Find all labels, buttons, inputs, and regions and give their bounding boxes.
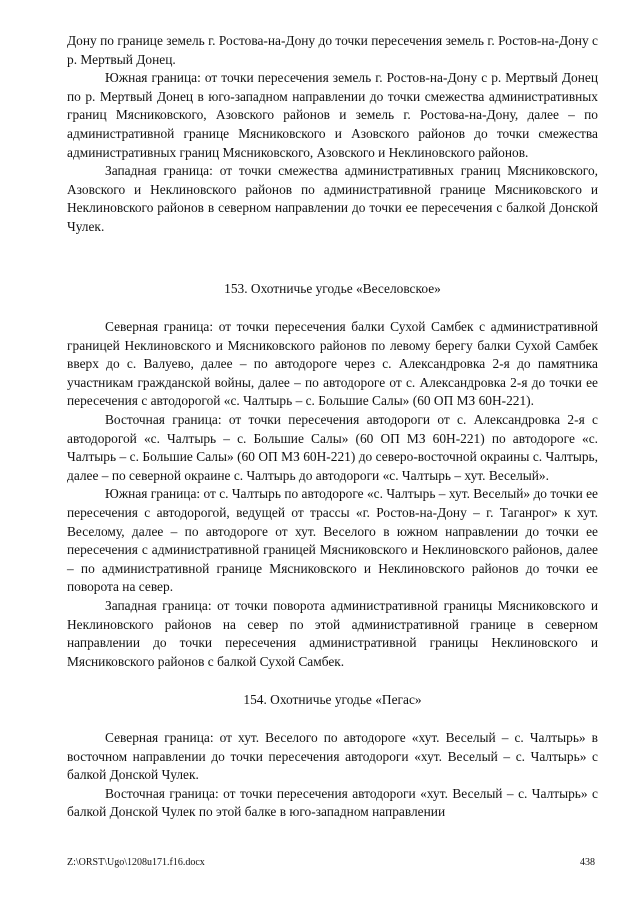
text-block-section-154	[67, 729, 598, 822]
section-heading-154: 154. Охотничье угодье «Пегас»	[243, 692, 422, 707]
text-block-intro	[67, 32, 598, 237]
paragraph-west-boundary: Западная граница: от точки смежества административных границ Мясниковского, Азовского и Неклиновского районов по административной границе Мясниковского и Неклиновского районов в северном направлении до точки ее пересечения с балкой Донской Чулек.	[67, 163, 598, 234]
footer-page-number: 438	[580, 857, 595, 868]
paragraph-west-boundary: Западная граница: от точки поворота административной границы Мясниковского и Неклиновского районов на север по этой административной границе в северном направлении до точки пересечения административной границы Неклиновского и Мясниковского районов с балкой Сухой Самбек.	[67, 597, 598, 669]
paragraph-south-boundary: Южная граница: от точки пересечения земель г. Ростов-на-Дону с р. Мертвый Донец по р. Мертвый Донец в юго-западном направлении до точки смежества административных границ Мясниковского, Азовского районов и земель г. Ростова-на-Дону, далее – по административной границе Мясниковского и Азовского районов до точки смежества административных границ Мясниковского, Азовского и Неклиновского районов.	[67, 70, 598, 160]
text-block-section-153	[67, 318, 598, 671]
paragraph-east-boundary: Восточная граница: от точки пересечения автодороги от с. Александровка 2-я с автодорогой «с. Чалтырь – с. Большие Салы» (60 ОП МЗ 60Н-221) по автодороге «с. Чалтырь – с. Большие Салы» (60 ОП МЗ 60Н-221) до северо-восточной окраины с. Чалтырь, далее – по северной окраине с. Чалтырь до автодороги «с. Чалтырь – хут. Веселый».	[67, 411, 598, 483]
paragraph-south-boundary: Южная граница: от с. Чалтырь по автодороге «с. Чалтырь – хут. Веселый» до точки ее пересечения с автодорогой, ведущей от трассы «г. Ростов-на-Дону – г. Таганрог» к хут. Веселому, далее – по автодороге от хут. Веселого в южном направлении до точки ее пересечения с административной границей Мясниковского и Неклиновского районов, далее – по административной границе Мясниковского и Неклиновского районов до точки ее поворота на север.	[67, 486, 598, 595]
section-heading-153: 153. Охотничье угодье «Веселовское»	[224, 281, 441, 296]
footer-file-path: Z:\ORST\Ugo\1208u171.f16.docx	[67, 857, 205, 868]
paragraph-east-boundary-end: Дону по границе земель г. Ростова-на-Дону до точки пересечения земель г. Ростов-на-Дону с р. Мертвый Донец.	[67, 33, 598, 67]
paragraph-east-boundary: Восточная граница: от точки пересечения автодороги «хут. Веселый – с. Чалтырь» с балкой Донской Чулек по этой балке в юго-западном направлении	[67, 785, 598, 820]
paragraph-north-boundary: Северная граница: от хут. Веселого по автодороге «хут. Веселый – с. Чалтырь» в восточном направлении до точки пересечения автодороги «хут. Веселый – с. Чалтырь» с балкой Донской Чулек.	[67, 730, 598, 783]
paragraph-north-boundary: Северная граница: от точки пересечения балки Сухой Самбек с административной границей Неклиновского и Мясниковского районов по левому берегу балки Сухой Самбек вверх до с. Валуево, далее – по автодороге через с. Александровка 2-я до памятника участникам гражданской войны, далее – по автодороге от с. Александровка 2-я до точки ее пересечения с автодорогой «с. Чалтырь – с. Большие Салы» (60 ОП МЗ 60Н-221).	[67, 319, 598, 409]
